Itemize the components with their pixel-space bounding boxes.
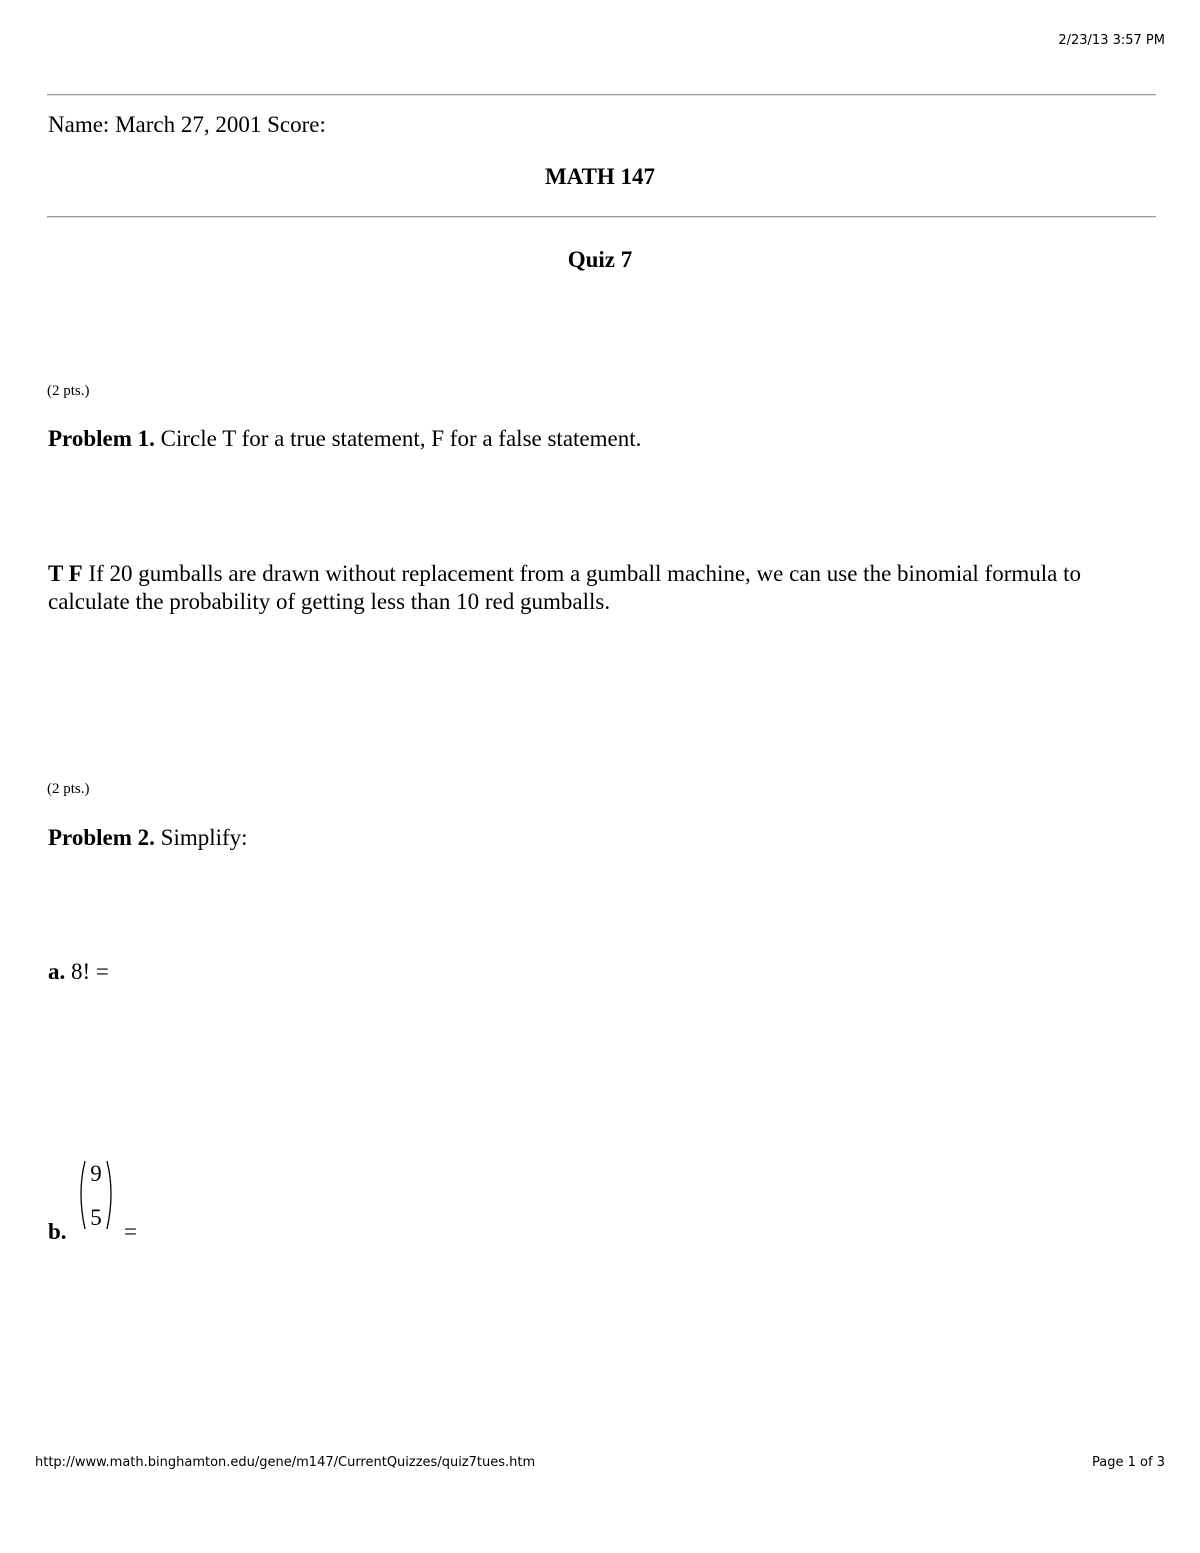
problem1-label: Problem 1.: [48, 426, 155, 451]
quiz-date: March 27, 2001: [115, 112, 262, 137]
print-timestamp: 2/23/13 3:57 PM: [1058, 33, 1165, 48]
right-paren: [107, 1161, 111, 1229]
part-b-equals: =: [124, 1219, 137, 1244]
binomial-coefficient: [76, 1157, 116, 1233]
header-line: [48, 111, 326, 139]
score-label: Score:: [267, 112, 326, 137]
page-number: Page 1 of 3: [1092, 1455, 1165, 1470]
middle-divider: [47, 216, 1156, 218]
part-a: [48, 958, 109, 986]
part-a-label: a.: [48, 959, 66, 984]
part-b-label: b.: [48, 1219, 67, 1244]
problem2-label: Problem 2.: [48, 825, 155, 850]
problem2-instruction: Simplify:: [160, 825, 248, 850]
problem2-heading: [48, 824, 248, 852]
name-label: Name:: [48, 112, 110, 137]
problem1-heading: [48, 425, 641, 453]
binom-top: 9: [90, 1161, 102, 1186]
problem1-instruction: Circle T for a true statement, F for a false statement.: [160, 426, 642, 451]
problem2-points: (2 pts.): [47, 781, 90, 797]
left-paren: [81, 1161, 85, 1229]
part-b-label-line: [48, 1218, 67, 1246]
course-title: MATH 147: [544, 164, 656, 189]
page-url: http://www.math.binghamton.edu/gene/m147/CurrentQuizzes/quiz7tues.htm: [35, 1455, 536, 1470]
binom-bottom: 5: [90, 1205, 102, 1230]
part-a-expression: 8! =: [71, 959, 109, 984]
quiz-title: Quiz 7: [567, 247, 633, 272]
problem1-points: (2 pts.): [47, 383, 90, 399]
problem1-statement: If 20 gumballs are drawn without replacement from a gumball machine, we can use the binomial formula to calculate the probability of getting less than 10 red gumballs.: [48, 561, 1081, 614]
problem1-statement-block: [48, 560, 1158, 616]
top-divider: [47, 94, 1156, 96]
true-false-marker: T F: [48, 561, 83, 586]
